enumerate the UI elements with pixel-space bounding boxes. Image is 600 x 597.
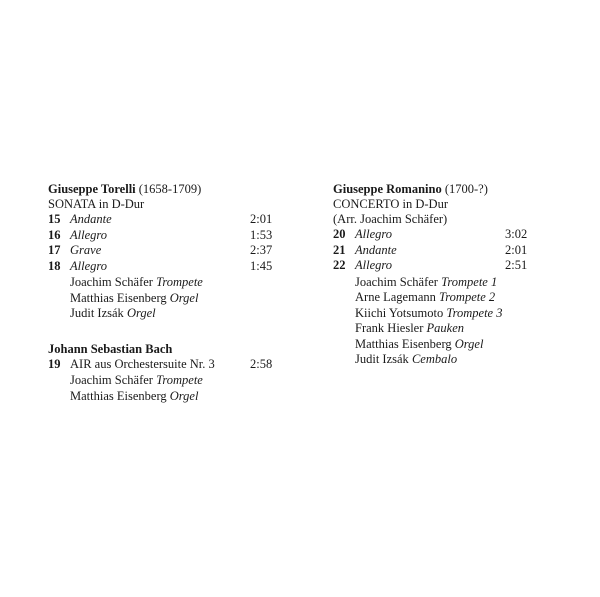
list-item	[355, 290, 573, 306]
work-torelli	[48, 182, 328, 322]
list-item	[70, 373, 328, 389]
track-title: Allegro	[70, 227, 108, 242]
table-row[interactable]	[48, 357, 272, 373]
performer-name: Matthias Eisenberg	[355, 336, 452, 351]
track-title: Allegro	[70, 258, 108, 273]
performer-name: Joachim Schäfer	[355, 274, 438, 289]
track-number: 21	[333, 242, 346, 257]
performer-name: Joachim Schäfer	[70, 275, 153, 289]
composer-dates: (1658-1709)	[138, 182, 202, 196]
track-table-torelli	[48, 212, 272, 274]
performer-list	[48, 373, 328, 404]
composer-name: Johann Sebastian Bach	[48, 341, 173, 356]
composer-name: Giuseppe Torelli	[48, 182, 136, 196]
performer-role: Cembalo	[411, 352, 458, 366]
list-item	[70, 389, 328, 405]
performer-role: Trompete	[156, 373, 203, 387]
track-table-romanino	[333, 227, 527, 274]
track-listing-columns	[0, 182, 600, 422]
list-item	[70, 275, 328, 291]
list-item	[70, 306, 328, 322]
list-item	[70, 291, 328, 307]
performer-name: Frank Hiesler	[355, 321, 424, 335]
performer-role: Trompete 2	[439, 290, 496, 304]
track-title: Grave	[70, 243, 102, 257]
work-title: SONATA in D-Dur	[48, 197, 145, 211]
performer-role: Trompete 3	[446, 305, 503, 320]
performer-name: Matthias Eisenberg	[70, 388, 167, 403]
track-duration: 3:02	[505, 227, 528, 241]
track-title: Allegro	[355, 258, 393, 272]
right-column	[333, 182, 573, 386]
track-number: 17	[48, 243, 61, 257]
track-title: AIR aus Orchestersuite Nr. 3	[70, 356, 215, 371]
performer-name: Judit Izsák	[70, 306, 124, 320]
table-row[interactable]	[48, 259, 272, 275]
performer-role: Pauken	[426, 321, 464, 335]
track-title: Andante	[70, 212, 112, 226]
table-row[interactable]	[48, 243, 272, 259]
performer-name: Matthias Eisenberg	[70, 290, 167, 305]
work-torelli-header	[48, 182, 328, 197]
performer-role: Trompete 1	[441, 274, 498, 289]
performer-name: Joachim Schäfer	[70, 373, 153, 387]
performer-role: Trompete	[156, 275, 203, 289]
list-item	[355, 275, 573, 291]
track-duration: 2:51	[505, 258, 528, 272]
track-number: 15	[48, 212, 61, 226]
track-number: 18	[48, 258, 61, 273]
table-row[interactable]	[333, 243, 527, 259]
track-number: 20	[333, 227, 346, 241]
list-item	[355, 337, 573, 353]
work-romanino-header	[333, 182, 573, 197]
list-item	[355, 352, 573, 368]
track-duration: 1:45	[250, 258, 273, 273]
track-duration: 2:58	[250, 356, 273, 371]
track-number: 19	[48, 356, 61, 371]
track-title: Andante	[355, 242, 397, 257]
track-number: 22	[333, 258, 346, 272]
track-duration: 2:01	[505, 242, 528, 257]
work-bach	[48, 342, 328, 405]
performer-name: Kiichi Yotsumoto	[355, 305, 444, 320]
track-duration: 2:01	[250, 212, 273, 226]
performer-name: Arne Lagemann	[355, 290, 436, 304]
track-number: 16	[48, 227, 61, 242]
performer-role: Orgel	[169, 290, 199, 305]
performer-role: Orgel	[169, 388, 199, 403]
performer-list	[333, 275, 573, 368]
track-table-bach	[48, 357, 272, 373]
track-title: Allegro	[355, 227, 393, 241]
list-item	[355, 321, 573, 337]
table-row[interactable]	[48, 212, 272, 228]
performer-name: Judit Izsák	[355, 352, 409, 366]
composer-name: Giuseppe Romanino	[333, 182, 442, 196]
left-column	[48, 182, 328, 422]
work-bach-header	[48, 342, 328, 357]
work-arrangement-note: (Arr. Joachim Schäfer)	[333, 212, 448, 226]
track-duration: 1:53	[250, 227, 273, 242]
track-duration: 2:37	[250, 243, 273, 257]
table-row[interactable]	[333, 227, 527, 243]
work-romanino	[333, 182, 573, 368]
composer-dates: (1700-?)	[444, 182, 488, 196]
performer-role: Orgel	[454, 336, 484, 351]
performer-role: Orgel	[126, 306, 156, 320]
work-title: CONCERTO in D-Dur	[333, 197, 448, 211]
track-listing	[0, 182, 600, 422]
performer-list	[48, 275, 328, 322]
table-row[interactable]	[333, 258, 527, 274]
list-item	[355, 306, 573, 322]
table-row[interactable]	[48, 228, 272, 244]
